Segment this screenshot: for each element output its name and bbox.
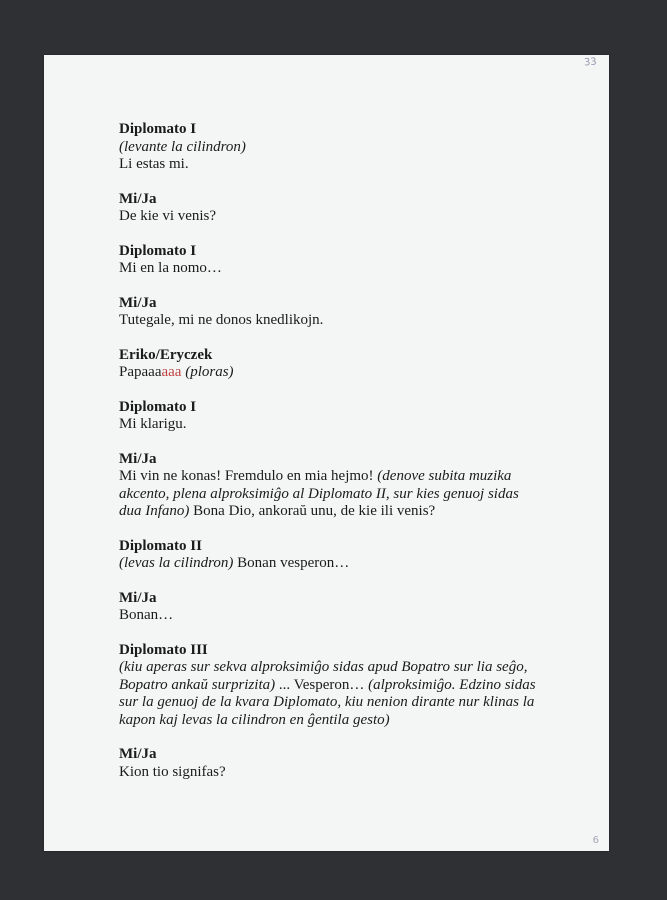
speaker-name: Mi/Ja — [119, 746, 157, 762]
stage-direction: (levas la cilindron) — [119, 555, 234, 571]
speaker-name: Mi/Ja — [119, 294, 157, 311]
stage-direction: kapon kaj levas la cilindron en ĝentila gesto) — [119, 711, 390, 728]
dialogue-line — [119, 156, 559, 174]
stage-direction: (levante la cilindron) — [119, 138, 246, 155]
speaker-name: Eriko/Eryczek — [119, 346, 213, 363]
spoken-text: Papaaa — [119, 364, 162, 380]
dialogue-line — [119, 208, 559, 226]
page-number-bottom: 6 — [592, 835, 599, 846]
paper-page — [44, 55, 609, 851]
dialogue-line — [119, 555, 559, 573]
dialogue-block — [119, 295, 559, 330]
script-text — [119, 121, 559, 798]
speaker-name: Diplomato I — [119, 121, 197, 137]
spoken-text: ... Vesperon… — [275, 676, 369, 693]
speaker-name: Mi/Ja — [119, 190, 157, 207]
dialogue-block — [119, 538, 559, 573]
spoken-text: De kie vi venis? — [119, 208, 217, 224]
speaker-name: Diplomato II — [119, 537, 202, 554]
spoken-text: Tutegale, mi ne donos knedlikojn. — [119, 312, 324, 328]
stage-direction: (denove subita muzika — [377, 468, 512, 484]
dialogue-block — [119, 243, 559, 278]
stage-direction: sur la genuoj de la kvara Diplomato, kiu nenion dirante nur klinas la — [119, 694, 535, 710]
stage-direction: (alproksimiĝo. Edzino sidas — [368, 676, 536, 693]
spoken-text: Mi vin ne konas! Fremdulo en mia hejmo! — [119, 468, 378, 484]
spoken-text: Mi klarigu. — [119, 416, 187, 432]
dialogue-line — [119, 468, 559, 486]
dialogue-line — [119, 764, 559, 782]
spoken-text: Mi en la nomo… — [119, 260, 222, 276]
dialogue-block — [119, 746, 559, 781]
stage-direction: (kiu aperas sur sekva alproksimiĝo sidas apud Bopatro sur lia seĝo, — [119, 659, 528, 675]
speaker-name: Mi/Ja — [119, 589, 157, 606]
stage-direction: Bopatro ankaŭ surprizita) — [119, 676, 276, 693]
dialogue-block — [119, 347, 559, 382]
stage-direction: dua Infano) — [119, 503, 190, 519]
speaker-name: Diplomato III — [119, 641, 208, 658]
dialogue-line — [119, 416, 559, 434]
dialogue-line — [119, 659, 559, 677]
spoken-text: aaa — [161, 364, 182, 380]
dialogue-line — [119, 503, 559, 521]
spoken-text: Bonan vesperon… — [233, 555, 350, 571]
dialogue-line — [119, 260, 559, 278]
dialogue-line — [119, 677, 559, 695]
dialogue-block — [119, 191, 559, 226]
dialogue-line — [119, 607, 559, 625]
dialogue-block — [119, 642, 559, 730]
dialogue-block — [119, 451, 559, 521]
dialogue-block — [119, 121, 559, 174]
stage-direction: akcento, plena alproksimiĝo al Diplomato II, sur kies genuoj sidas — [119, 485, 519, 502]
spoken-text: Bonan… — [119, 607, 174, 623]
dialogue-block — [119, 399, 559, 434]
speaker-name: Mi/Ja — [119, 450, 157, 467]
stage-direction: (ploras) — [185, 364, 234, 380]
dialogue-line — [119, 486, 559, 504]
speaker-name: Diplomato I — [119, 398, 197, 415]
dialogue-line — [119, 139, 559, 157]
page-number-top: 33 — [583, 56, 598, 69]
spoken-text: Li estas mi. — [119, 156, 189, 172]
speaker-name: Diplomato I — [119, 242, 197, 259]
spoken-text: Kion tio signifas? — [119, 763, 226, 780]
dialogue-line — [119, 712, 559, 730]
dialogue-line — [119, 312, 559, 330]
dialogue-block — [119, 590, 559, 625]
spoken-text: Bona Dio, ankoraŭ unu, de kie ili venis? — [189, 503, 436, 519]
dialogue-line — [119, 364, 559, 382]
dialogue-line — [119, 694, 559, 712]
